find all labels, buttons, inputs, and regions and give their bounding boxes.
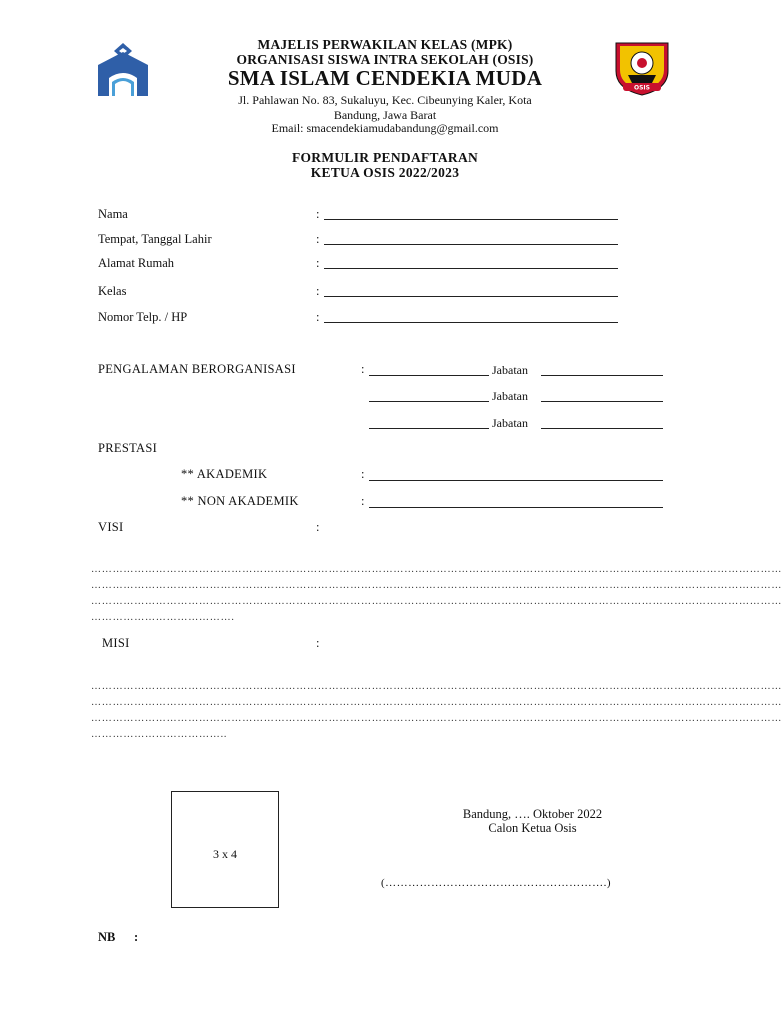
organisasi-label: PENGALAMAN BERORGANISASI [98,362,296,376]
misi-dotted-line-end[interactable]: ……………………………….. [91,729,228,740]
colon: : [361,362,365,376]
signature-name-line[interactable]: (………………………………………………….) [381,877,612,889]
jabatan-line[interactable] [541,428,663,429]
non-akademik-line[interactable] [369,507,663,508]
jabatan-label: Jabatan [492,389,528,403]
field-label-telp: Nomor Telp. / HP [98,310,188,324]
visi-dotted-line[interactable]: ………………………………………………………………………………………………………………………………………………………………………… [91,596,782,607]
colon: : [316,310,320,324]
field-label-alamat: Alamat Rumah [98,256,175,270]
visi-dotted-line[interactable]: ………………………………………………………………………………………………………………………………………………………………………… [91,580,782,591]
non-akademik-label: ** NON AKADEMIK [181,494,299,508]
misi-dotted-line[interactable]: ………………………………………………………………………………………………………………………………………………………………………… [91,713,782,724]
colon: : [134,930,139,944]
jabatan-line[interactable] [541,375,663,376]
address-line-1: Jl. Pahlawan No. 83, Sukaluyu, Kec. Cibeunying Kaler, Kota [238,93,532,107]
form-title-line-1: FORMULIR PENDAFTARAN [291,150,479,165]
header-osis: ORGANISASI SISWA INTRA SEKOLAH (OSIS) [236,52,534,67]
school-logo [95,40,151,98]
header-mpk: MAJELIS PERWAKILAN KELAS (MPK) [257,37,513,52]
school-address [150,93,620,122]
field-label-kelas: Kelas [98,284,127,298]
colon: : [316,207,320,221]
signature-role: Calon Ketua Osis [488,821,577,835]
signature-place-date: Bandung, …. Oktober 2022 [462,807,603,821]
field-label-nama: Nama [98,207,128,221]
visi-dotted-line[interactable]: ………………………………………………………………………………………………………………………………………………………………………… [91,564,782,575]
form-title-line-2: KETUA OSIS 2022/2023 [310,165,460,180]
colon: : [316,520,320,534]
visi-dotted-line-end[interactable]: …………………………………. [91,612,235,623]
school-email: Email: smacendekiamudabandung@gmail.com [271,121,499,135]
photo-size-label: 3 x 4 [213,847,237,861]
misi-label: MISI [102,636,130,650]
osis-logo-text: OSIS [634,84,650,92]
photo-box [171,791,279,908]
jabatan-line[interactable] [541,401,663,402]
colon: : [361,494,365,508]
field-line-kelas[interactable] [324,296,618,297]
colon: : [316,256,320,270]
nb-label: NB [98,930,116,944]
school-name: SMA ISLAM CENDEKIA MUDA [227,66,543,90]
jabatan-label: Jabatan [492,416,528,430]
colon: : [316,232,320,246]
colon: : [316,284,320,298]
prestasi-label: PRESTASI [98,441,158,455]
field-label-ttl: Tempat, Tanggal Lahir [98,232,212,246]
visi-label: VISI [98,520,124,534]
colon: : [316,636,320,650]
misi-dotted-line[interactable]: ………………………………………………………………………………………………………………………………………………………………………… [91,681,782,692]
field-line-telp[interactable] [324,322,618,323]
jabatan-label: Jabatan [492,363,528,377]
colon: : [361,467,365,481]
akademik-label: ** AKADEMIK [181,467,268,481]
misi-dotted-line[interactable]: ………………………………………………………………………………………………………………………………………………………………………… [91,697,782,708]
field-line-ttl[interactable] [324,244,618,245]
address-line-2: Bandung, Jawa Barat [333,107,437,122]
field-line-alamat[interactable] [324,268,618,269]
organisasi-line[interactable] [369,428,489,429]
field-line-nama[interactable] [324,219,618,220]
organisasi-line[interactable] [369,375,489,376]
osis-logo [612,37,672,97]
akademik-line[interactable] [369,480,663,481]
organisasi-line[interactable] [369,401,489,402]
